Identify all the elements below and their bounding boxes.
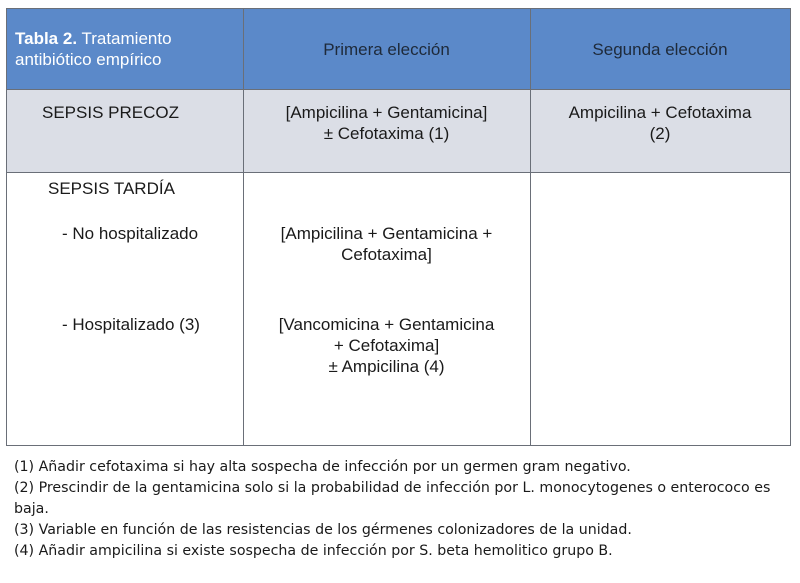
no-hosp-line1: [Ampicilina + Gentamicina +: [280, 224, 493, 243]
table-title-text: Tratamiento antibiótico empírico: [15, 29, 172, 69]
label-no-hospitalizado: - No hospitalizado: [62, 224, 199, 243]
row-divider: [7, 89, 790, 90]
precoz-first-line2: ± Cefotaxima (1): [323, 124, 450, 143]
hosp-line1: [Vancomicina + Gentamicina: [278, 315, 495, 334]
precoz-second-choice: [530, 89, 790, 172]
precoz-first-choice: [243, 89, 530, 172]
precoz-first-line1: [Ampicilina + Gentamicina]: [285, 103, 488, 122]
footnotes: [14, 457, 784, 562]
hosp-line3: ± Ampicilina (4): [328, 357, 445, 376]
row-label-sepsis-tardia: SEPSIS TARDÍA: [48, 179, 175, 198]
table-title-number: Tabla 2.: [15, 29, 78, 48]
column-divider: [243, 9, 244, 445]
precoz-second-line1: Ampicilina + Cefotaxima: [568, 103, 752, 122]
hosp-first-choice: [243, 314, 530, 377]
no-hosp-first-choice: [243, 223, 530, 265]
row-divider: [7, 172, 790, 173]
row-sepsis-tardia: [7, 172, 790, 445]
no-hosp-line2: Cefotaxima]: [341, 245, 432, 264]
header-segunda-eleccion: Segunda elección: [530, 9, 790, 89]
treatment-table: [6, 8, 791, 446]
row-label-sepsis-precoz: SEPSIS PRECOZ: [7, 89, 243, 172]
table-title: [7, 9, 243, 89]
footnote-2: (2) Prescindir de la gentamicina solo si la probabilidad de infección por L. monocytogenes o enterococo es baja.: [14, 480, 771, 517]
column-divider: [530, 9, 531, 445]
footnote-4: (4) Añadir ampicilina si existe sospecha de infección por S. beta hemolitico grupo B.: [14, 543, 613, 559]
footnote-3: (3) Variable en función de las resistencias de los gérmenes colonizadores de la unidad.: [14, 522, 632, 538]
footnote-1: (1) Añadir cefotaxima si hay alta sospecha de infección por un germen gram negativo.: [14, 459, 631, 475]
precoz-second-line2: (2): [649, 124, 671, 143]
header-primera-eleccion: Primera elección: [243, 9, 530, 89]
hosp-line2: + Cefotaxima]: [333, 336, 440, 355]
label-hospitalizado: - Hospitalizado (3): [62, 315, 200, 334]
